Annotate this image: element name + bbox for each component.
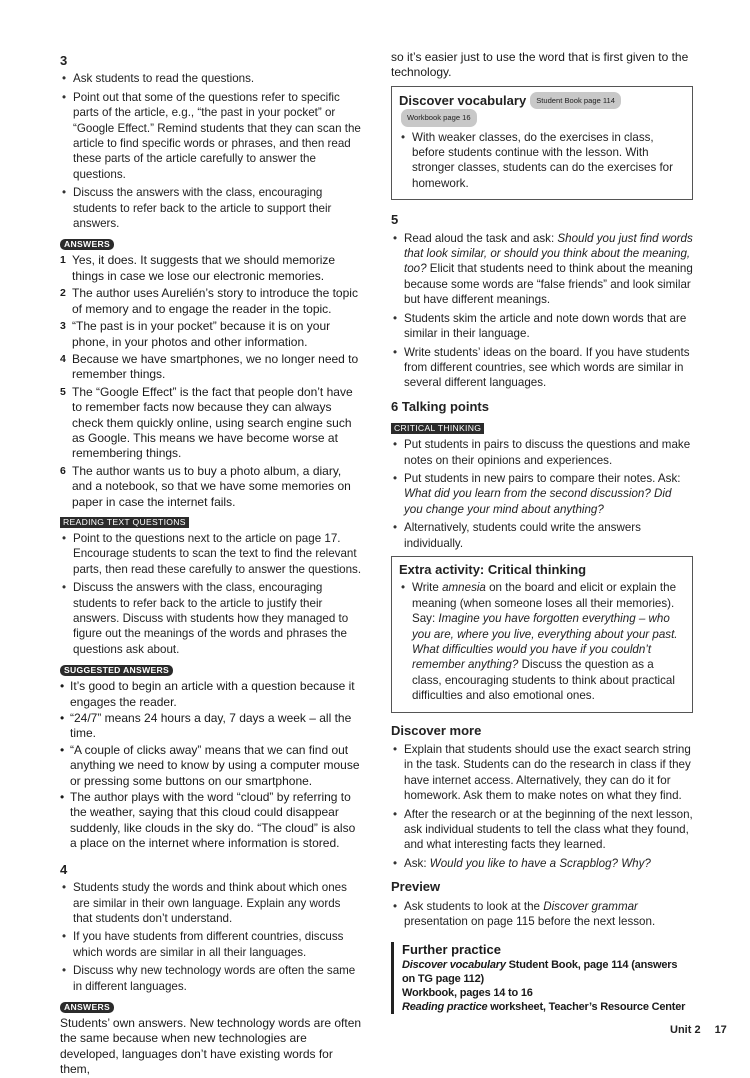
- list-item: • Point to the questions next to the article on page 17. Encourage students to scan the text to find the relevant parts, then read these carefully to answer the questions.: [60, 531, 362, 577]
- section-5-number: 5: [391, 212, 399, 228]
- reading-text-questions-bullets: [60, 531, 362, 657]
- answer-item: 1 Yes, it does. It suggests that we should memorize things in case we lose our electronic memories.: [60, 253, 336, 283]
- discover-more-heading: Discover more: [391, 722, 482, 738]
- section-3-bullets: [60, 71, 362, 231]
- section-4-number: 4: [60, 861, 68, 877]
- section-5-bullets: [391, 231, 693, 391]
- list-item: • The author plays with the word “cloud” by referring to the weather, saying that this cloud could disappear suddenly, like clouds in the sky do. “The cloud” is also a place on the internet where information is stored.: [60, 790, 362, 852]
- list-item: • It’s good to begin an article with a question because it engages the reader.: [60, 679, 362, 710]
- list-item: • “24/7” means 24 hours a day, 7 days a week – all the time.: [60, 711, 362, 742]
- list-item: • Discuss why new technology words are often the same in different languages.: [60, 963, 362, 994]
- list-item: • Discuss the answers with the class, encouraging students to refer back to the article to support their answers.: [60, 185, 362, 231]
- extra-activity-title: Extra activity: Critical thinking: [399, 561, 587, 577]
- preview-bullets: [391, 899, 693, 930]
- answer-item: 5 The “Google Effect” is the fact that people don’t have to remember facts now because they can always check them quickly online, using search engine such as Google. This means we have become worse at remembering things.: [60, 384, 353, 461]
- list-item: • Alternatively, students could write the answers individually.: [391, 520, 693, 551]
- list-item: • Put students in pairs to discuss the questions and make notes on their opinions and experiences.: [391, 437, 693, 468]
- further-practice-title: Further practice: [402, 941, 501, 957]
- suggested-answers-label: SUGGESTED ANSWERS: [60, 665, 173, 676]
- list-item: • Put students in new pairs to compare their notes. Ask: What did you learn from the second discussion? Did you change your mind about anything?: [391, 471, 693, 517]
- workbook-pill: Workbook page 16: [401, 109, 477, 126]
- further-practice-line: Reading practice worksheet, Teacher’s Resource Center: [402, 1000, 686, 1013]
- discover-more-bullets: [391, 742, 693, 871]
- answers-list: [60, 253, 362, 510]
- talking-points-heading: 6 Talking points: [391, 398, 489, 414]
- list-item: • Ask students to read the questions.: [60, 71, 362, 86]
- list-item: • Write students’ ideas on the board. If you have students from different countries, see which words are similar in several different languages.: [391, 345, 693, 391]
- student-book-pill: Student Book page 114: [530, 92, 621, 109]
- list-item: • Read aloud the task and ask: Should you just find words that look similar, or should you think about the meaning, too? Elicit that students need to think about the meaning because some words are “false friends” and look similar but have different meanings.: [391, 231, 693, 308]
- further-practice-line: Workbook, pages 14 to 16: [402, 986, 533, 999]
- discover-vocabulary-title: Discover vocabulary Student Book page 114Workbook page 16: [399, 92, 684, 127]
- discover-vocabulary-box: [391, 86, 693, 200]
- answers-label: ANSWERS: [60, 239, 114, 250]
- left-column: [60, 50, 362, 1078]
- extra-activity-box: [391, 556, 693, 713]
- suggested-answers-list: [60, 679, 362, 851]
- list-item: • After the research or at the beginning of the next lesson, ask individual students to tell the class what they found, and what interesting facts they learned.: [391, 807, 693, 853]
- page-number: 17: [714, 1024, 727, 1036]
- answer-item: 4 Because we have smartphones, we no longer need to remember things.: [60, 351, 359, 382]
- answer-item: 3 “The past is in your pocket” because it is on your phone, in your photos and other information.: [60, 319, 331, 349]
- list-item: • Explain that students should use the exact search string in the task. Students can do the research in class if they have internet access. Alternatively, they can do it for homework. Ask them to make notes on what they find.: [391, 742, 693, 804]
- section-4-answer: Students’ own answers. New technology words are often the same because when new technologies are developed, languages don’t have existing words for them,: [60, 1015, 362, 1077]
- answer-item: 2 The author uses Aurelién’s story to introduce the topic of memory and to engage the reader in the topic.: [60, 286, 358, 316]
- preview-heading: Preview: [391, 879, 441, 895]
- page-footer: [670, 1024, 727, 1036]
- list-item: • Students study the words and think about which ones are similar in their own language. Explain any words that students don’t understand.: [60, 880, 362, 926]
- list-item: • Write amnesia on the board and elicit or explain the meaning (when someone loses all their memories). Say: Imagine you have forgotten everything – who you are, where you live, everything about your past. What difficulties would you have if you couldn’t remember anything? Discuss the question as a class, encouraging students to think about practical difficulties and also emotional ones.: [399, 580, 684, 703]
- further-practice-line: Discover vocabulary Student Book, page 114 (answers on TG page 112): [402, 958, 678, 985]
- reading-text-questions-label: READING TEXT QUESTIONS: [60, 517, 189, 528]
- list-item: • Point out that some of the questions refer to specific parts of the article, e.g., “the past in your pocket” or “Google Effect.” Remind students that they can scan the article to find specific words or phrases, and then read these parts of the article carefully to answer the questions.: [60, 90, 362, 182]
- section-3-number: 3: [60, 53, 68, 68]
- answer-item: 6 The author wants us to buy a photo album, a diary, and a notebook, so that we have some memories on paper in case the internet fails.: [60, 463, 351, 509]
- answers-label: ANSWERS: [60, 1002, 114, 1013]
- right-column: [391, 50, 693, 1014]
- further-practice-box: [391, 942, 693, 1014]
- list-item: • With weaker classes, do the exercises in class, before students continue with the lesson. With stronger classes, students can do the exercises for homework.: [399, 130, 684, 192]
- list-item: • “A couple of clicks away” means that we can find out anything we need to know by using a computer mouse or pressing some buttons on our smartphone.: [60, 743, 362, 789]
- list-item: • Students skim the article and note down words that are similar in their language.: [391, 311, 693, 342]
- list-item: • Discuss the answers with the class, encouraging students to refer back to the article to justify their answers. Discuss with students how they managed to figure out the meanings of the words and phrases the questions ask about.: [60, 580, 362, 657]
- list-item: • Ask: Would you like to have a Scrapblog? Why?: [391, 856, 693, 871]
- continued-text: so it’s easier just to use the word that is first given to the technology.: [391, 50, 689, 80]
- critical-thinking-tag: CRITICAL THINKING: [391, 423, 484, 434]
- talking-points-bullets: [391, 437, 693, 551]
- list-item: • Ask students to look at the Discover grammar presentation on page 115 before the next lesson.: [391, 899, 693, 930]
- section-4-bullets: [60, 880, 362, 994]
- unit-label: Unit 2: [670, 1024, 701, 1036]
- list-item: • If you have students from different countries, discuss which words are similar in all their languages.: [60, 929, 362, 960]
